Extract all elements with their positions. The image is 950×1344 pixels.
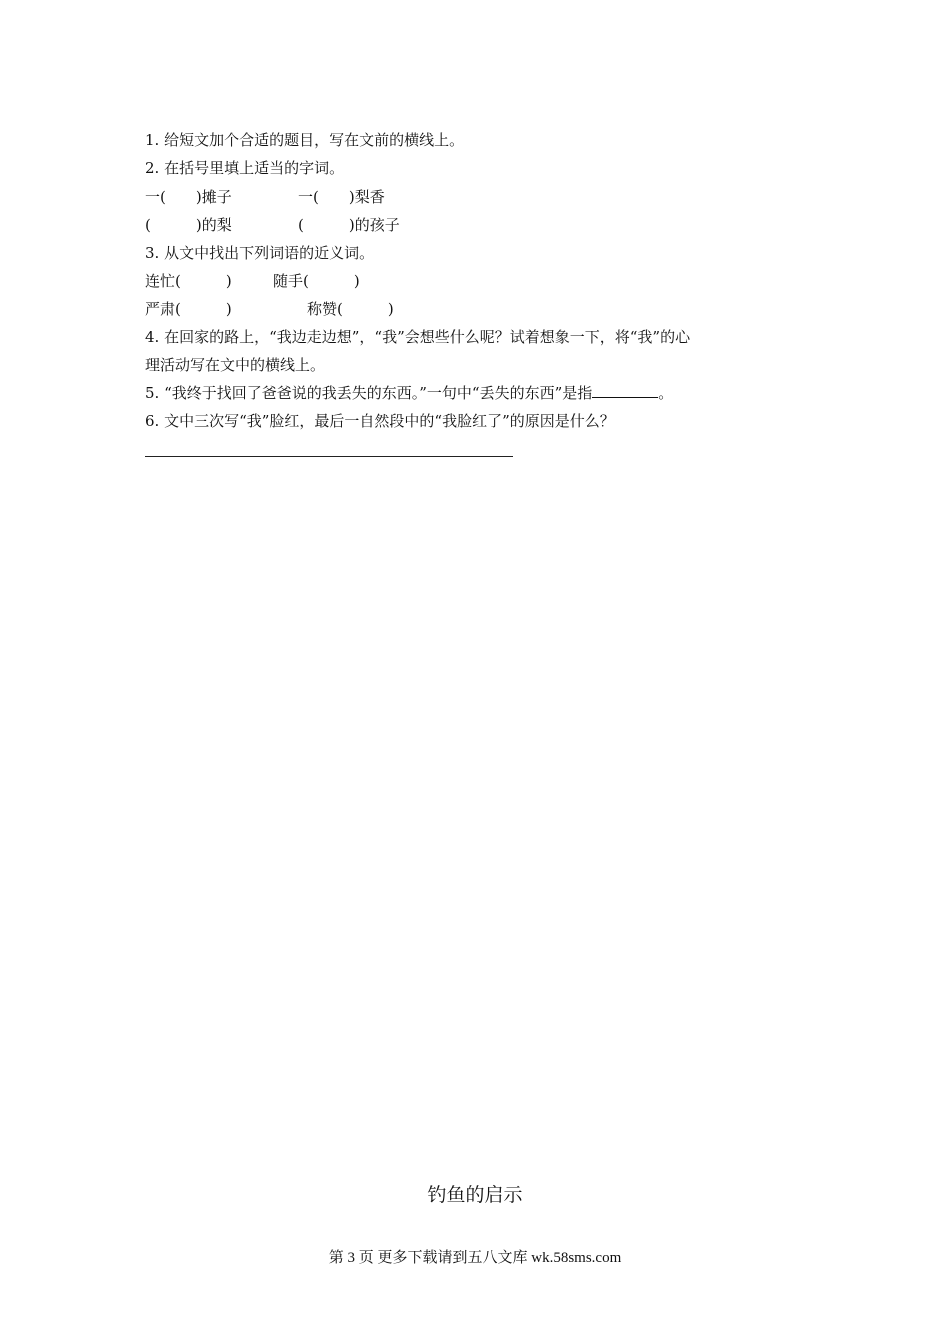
question-5-text: 5. “我终于找回了爸爸说的我丢失的东西。”一句中“丢失的东西”是指 [145, 384, 593, 402]
q3-blank-casually: 随手( ) [273, 272, 360, 290]
question-2: 2. 在括号里填上适当的字词。 [145, 159, 345, 177]
question-4-line-2: 理活动写在文中的横线上。 [145, 356, 326, 374]
question-3: 3. 从文中找出下列词语的近义词。 [145, 244, 375, 262]
question-5-end: 。 [658, 384, 674, 402]
q2-blank-pear-scent: 一( )梨香 [298, 188, 385, 206]
question-1: 1. 给短文加个合适的题目，写在文前的横线上。 [145, 131, 465, 149]
q3-blank-praise: 称赞( ) [307, 300, 394, 318]
q3-blank-hastily: 连忙( ) [145, 272, 232, 290]
answer-blank [592, 383, 658, 398]
question-4-line-1: 4. 在回家的路上，“我边走边想”，“我”会想些什么呢？试着想象一下，将“我”的心 [145, 328, 691, 346]
question-5 [145, 383, 673, 403]
next-article-title: 钓鱼的启示 [427, 1184, 523, 1206]
page-footer: 第 3 页 更多下载请到五八文库 wk.58sms.com [328, 1250, 622, 1266]
answer-line [145, 456, 513, 457]
q2-blank-child: ( )的孩子 [298, 216, 400, 234]
question-6: 6. 文中三次写“我”脸红，最后一自然段中的“我脸红了”的原因是什么？ [145, 412, 615, 430]
q3-blank-serious: 严肃( ) [145, 300, 232, 318]
q2-blank-stall: 一( )摊子 [145, 188, 232, 206]
q2-blank-pear: ( )的梨 [145, 216, 232, 234]
